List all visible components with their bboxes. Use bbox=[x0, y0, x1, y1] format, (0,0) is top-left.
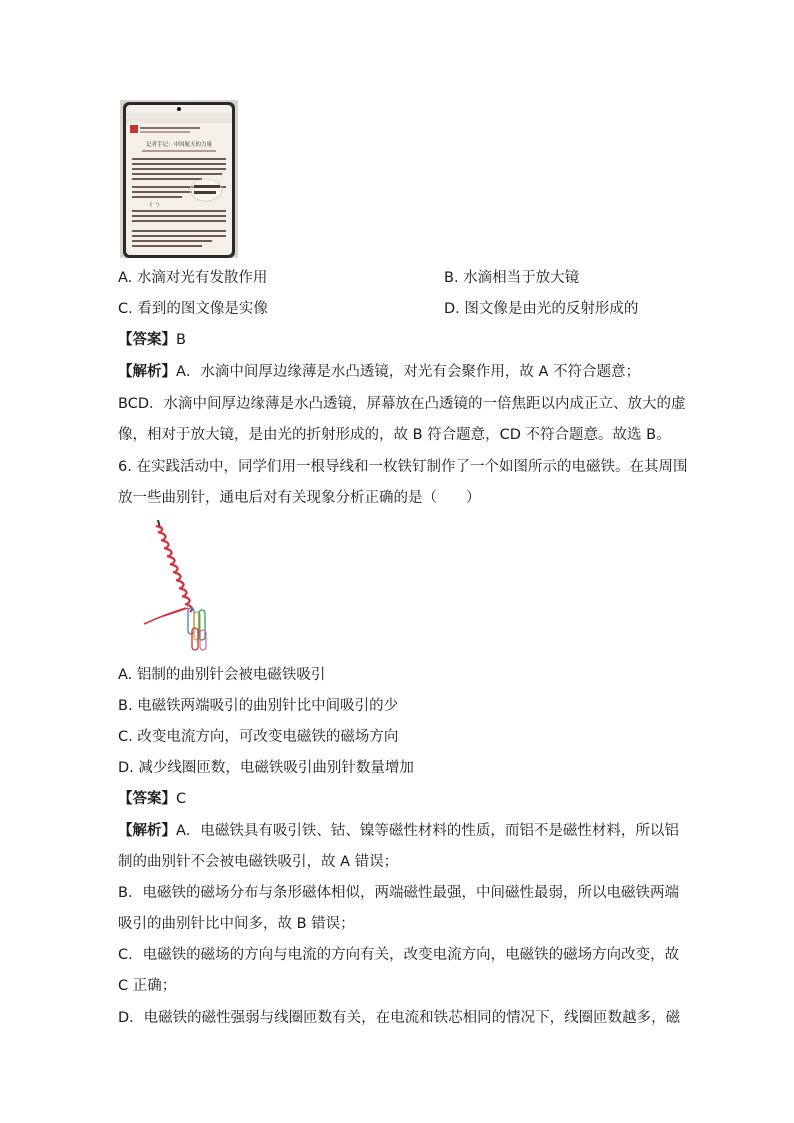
option-d: D. 减少线圈匝数，电磁铁吸引曲别针数量增加 bbox=[118, 760, 414, 776]
phone-section-heading: (一) bbox=[150, 202, 159, 208]
analysis-line bbox=[118, 821, 679, 841]
analysis-tag: 【解析】 bbox=[118, 364, 176, 380]
answer-value: C bbox=[176, 791, 187, 807]
paper-clips bbox=[188, 608, 206, 650]
answer-line bbox=[118, 330, 186, 350]
analysis-line: 吸引的曲别针比中间多，故 B 错误； bbox=[118, 916, 355, 932]
option-c: C. 改变电流方向，可改变电磁铁的磁场方向 bbox=[118, 729, 399, 745]
option-b: B. 水滴相当于放大镜 bbox=[444, 270, 580, 286]
analysis-tag: 【解析】 bbox=[118, 823, 176, 839]
answer-tag: 【答案】 bbox=[118, 332, 176, 348]
option-a: A. 水滴对光有发散作用 bbox=[118, 270, 268, 286]
analysis-line: D．电磁铁的磁性强弱与线圈匝数有关，在电流和铁芯相同的情况下，线圈匝数越多，磁 bbox=[118, 1010, 681, 1026]
answer-value: B bbox=[176, 332, 186, 348]
option-a: A. 铝制的曲别针会被电磁铁吸引 bbox=[118, 667, 326, 683]
phone-photo-figure bbox=[120, 100, 238, 258]
option-d: D. 图文像是由光的反射形成的 bbox=[444, 301, 639, 317]
option-b: B. 电磁铁两端吸引的曲别针比中间吸引的少 bbox=[118, 698, 399, 714]
wire-coil bbox=[156, 526, 192, 612]
question-stem: 放一些曲别针，通电后对有关现象分析正确的是（ ） bbox=[118, 490, 481, 506]
analysis-line bbox=[118, 362, 640, 382]
option-c: C. 看到的图文像是实像 bbox=[118, 301, 268, 317]
analysis-text: A．电磁铁具有吸引铁、钴、镍等磁性材料的性质，而铝不是磁性材料，所以铝 bbox=[176, 823, 679, 839]
analysis-text: A．水滴中间厚边缘薄是水凸透镜，对光有会聚作用，故 A 不符合题意； bbox=[176, 364, 641, 380]
question-stem: 6. 在实践活动中，同学们用一根导线和一枚铁钉制作了一个如图所示的电磁铁。在其周围 bbox=[118, 459, 688, 475]
analysis-line: 像，相对于放大镜，是由光的折射形成的，故 B 符合题意，CD 不符合题意。故选 B。 bbox=[118, 427, 671, 443]
analysis-line: 制的曲别针不会被电磁铁吸引，故 A 错误； bbox=[118, 854, 399, 870]
analysis-line: C．电磁铁的磁场的方向与电流的方向有关，改变电流方向，电磁铁的磁场方向改变，故 bbox=[118, 947, 680, 963]
phone-article-title: 记者手记：中国航天的力量 bbox=[145, 142, 213, 148]
analysis-line: B．电磁铁的磁场分布与条形磁体相似，两端磁性最强，中间磁性最弱，所以电磁铁两端 bbox=[118, 885, 679, 901]
analysis-line: C 正确； bbox=[118, 978, 177, 994]
answer-line bbox=[118, 789, 186, 809]
electromagnet-figure bbox=[136, 516, 226, 654]
water-droplet bbox=[190, 179, 222, 201]
analysis-line: BCD．水滴中间厚边缘薄是水凸透镜，屏幕放在凸透镜的一倍焦距以内成正立、放大的虚 bbox=[118, 396, 686, 412]
answer-tag: 【答案】 bbox=[118, 791, 176, 807]
